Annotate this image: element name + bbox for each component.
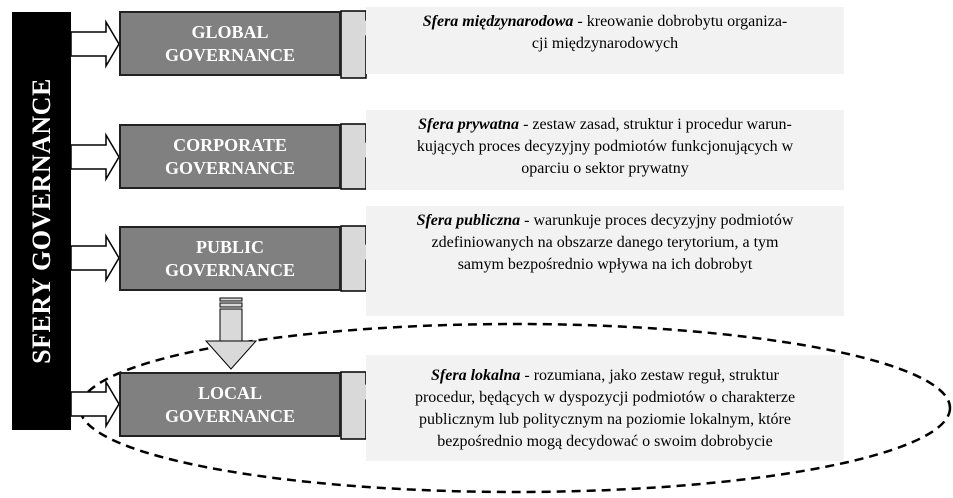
box-public-governance [119,226,341,291]
desc-text: - kreowanie dobrobytu organiza- [573,13,788,30]
desc-line [374,365,836,387]
desc-text: - zestaw zasad, struktur i procedur warun- [519,116,792,133]
box-label-line2: GOVERNANCE [164,259,295,280]
desc-term: Sfera międzynarodowa [422,13,574,30]
desc-line: samym bezpośrednio wpływa na ich dobrobyt [457,256,753,273]
arrow-to-global [71,22,119,66]
desc-text: - rozumiana, jako zestaw reguł, struktur [520,367,779,384]
arrow-to-corporate [71,135,119,179]
desc-term: Sfera publiczna [416,212,521,229]
box-corporate-governance [119,124,341,189]
box-label-line1: GLOBAL [191,21,269,42]
box-label-line1: LOCAL [197,382,262,403]
box-label-line2: GOVERNANCE [164,405,295,426]
box-label-line1: PUBLIC [195,236,264,257]
box-label-line2: GOVERNANCE [164,44,295,65]
box-global-governance [119,11,341,76]
desc-text: - warunkuje proces decyzyjny podmiotów [520,212,794,229]
desc-line: cji międzynarodowych [531,35,679,52]
sidebar-title: SFERY GOVERNANCE [26,78,56,364]
down-arrow [206,298,256,369]
desc-line [374,11,836,33]
desc-line: oparciu o sektor prywatny [521,160,689,177]
desc-line [374,114,836,136]
desc-local [366,355,844,461]
desc-term: Sfera lokalna [431,367,521,384]
desc-line: procedur, będących w dyspozycji podmiotów o charakterze [414,389,796,406]
box-label-line1: CORPORATE [173,134,287,155]
box-label-line2: GOVERNANCE [164,157,295,178]
arrow-to-local [71,382,119,426]
desc-line [374,210,836,232]
box-local-governance [119,372,341,437]
desc-line: zdefiniowanych na obszarze danego terytorium, a tym [431,234,779,251]
desc-public [366,206,844,316]
desc-line: bezpośrednio mogą decydować o swoim dobrobycie [437,433,773,450]
desc-line: publicznym lub politycznym na poziomie lokalnym, które [419,411,791,428]
desc-corporate [366,110,844,190]
arrow-to-public [71,236,119,280]
desc-global [366,7,844,74]
sidebar-bar [12,12,71,430]
desc-line: kujących proces decyzyjny podmiotów funkcjonujących w [416,138,794,155]
desc-term: Sfera prywatna [418,116,520,133]
